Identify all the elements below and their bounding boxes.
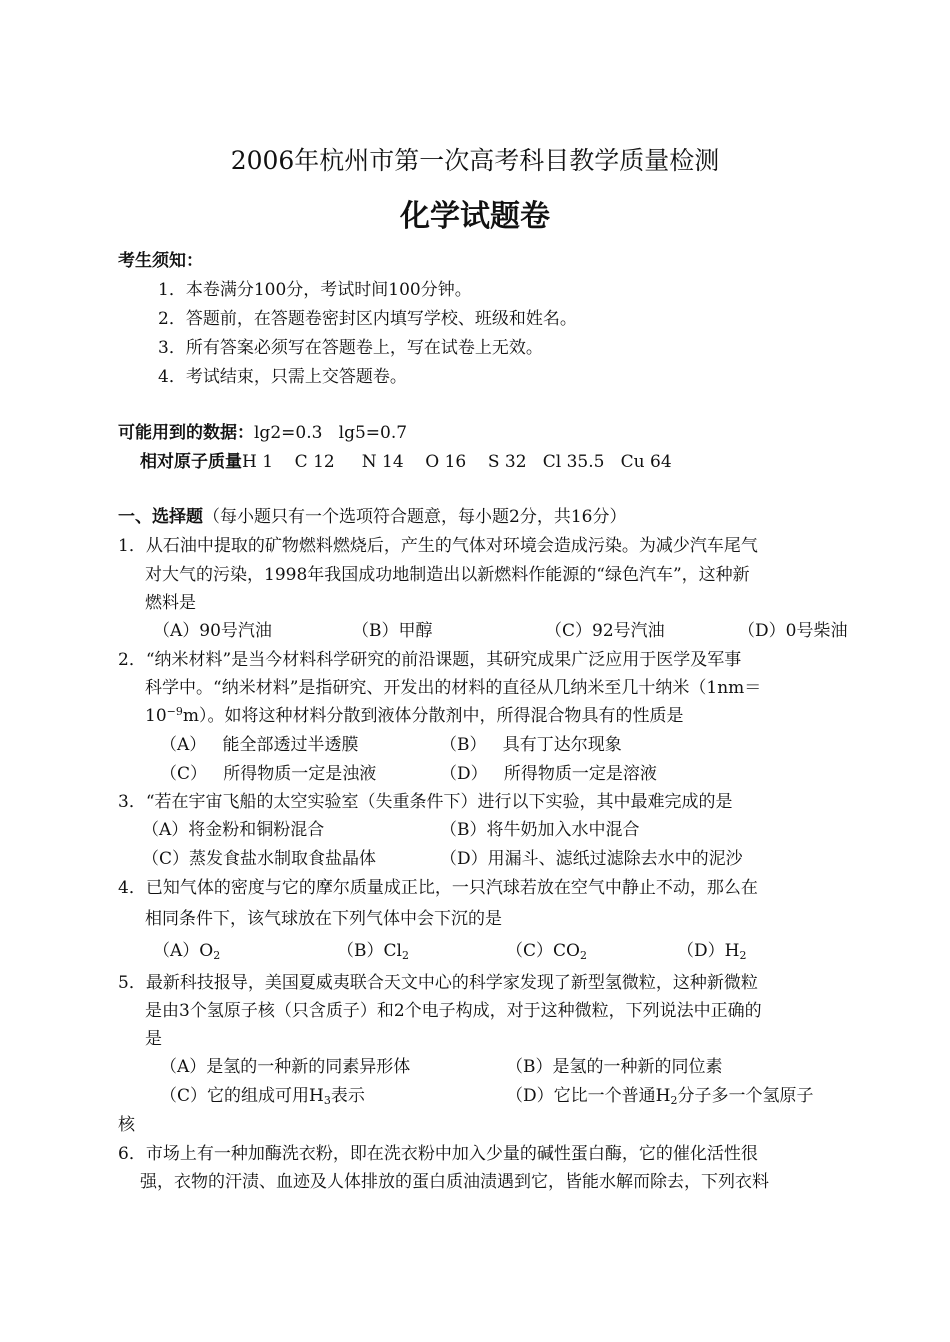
notice-item-2: 2．答题前，在答题卷密封区内填写学校、班级和姓名。: [158, 309, 577, 329]
notice-item-4: 4．考试结束，只需上交答题卷。: [158, 367, 407, 387]
q1-line-3: 燃料是: [145, 593, 196, 613]
q4-option-c: $(C)CO_2$: [506, 941, 587, 962]
q2-line-2: 科学中。“纳米材料”是指研究、开发出的材料的直径从几纳米至几十纳米（1nm＝: [145, 678, 762, 698]
q3-option-b: （B）将牛奶加入水中混合: [440, 820, 640, 840]
q3-option-c: （C）蒸发食盐水制取食盐晶体: [142, 849, 377, 869]
q4-option-a: $(A)O_2$: [153, 941, 221, 962]
section-note: （每小题只有一个选项符合题意，每小题2分，共16分）: [203, 507, 627, 527]
q1-option-a: （A）90号汽油: [153, 621, 272, 641]
page-title: 2006年杭州市第一次高考科目教学质量检测: [230, 146, 720, 175]
q2-option-c: （C） 所得物质一定是浊液: [160, 764, 377, 784]
notice-item-1: 1．本卷满分100分，考试时间100分钟。: [158, 280, 472, 300]
section-heading-line: [118, 506, 626, 528]
notice-heading: 考生须知：: [118, 251, 203, 271]
q4-option-d: $(D)H_2$: [677, 941, 747, 962]
q5-option-b: （B）是氢的一种新的同位素: [506, 1057, 723, 1077]
q2-option-a: （A） 能全部透过半透膜: [160, 735, 359, 755]
q2-option-b: （B） 具有丁达尔现象: [440, 735, 622, 755]
q5-line-3: 是: [145, 1029, 162, 1049]
q1-option-c: （C）92号汽油: [545, 621, 665, 641]
data-line: [118, 422, 407, 444]
q4-line-1: 4．已知气体的密度与它的摩尔质量成正比，一只汽球若放在空气中静止不动，那么在: [118, 878, 758, 898]
mass-line: [140, 451, 672, 473]
q1-option-b: （B）甲醇: [352, 621, 433, 641]
q2-line-1: 2．“纳米材料”是当今材料科学研究的前沿课题，其研究成果广泛应用于医学及军事: [118, 650, 742, 670]
q2-option-d: （D） 所得物质一定是溶液: [440, 764, 657, 784]
q5-line-2: 是由3个氢原子核（只含质子）和2个电子构成，对于这种微粒，下列说法中正确的: [145, 1001, 762, 1021]
q6-line-2: 强，衣物的汗渍、血迹及人体排放的蛋白质油渍遇到它，皆能水解而除去，下列衣料: [140, 1172, 769, 1192]
section-heading: 一、选择题: [118, 507, 203, 527]
q5-wrap: 核: [118, 1115, 135, 1135]
page-subtitle: 化学试题卷: [400, 199, 550, 234]
q3-option-d: （D）用漏斗、滤纸过滤除去水中的泥沙: [440, 849, 743, 869]
q3-option-a: （A）将金粉和铜粉混合: [142, 820, 325, 840]
q1-line-1: 1．从石油中提取的矿物燃料燃烧后，产生的气体对环境会造成污染。为减少汽车尾气: [118, 536, 758, 556]
q5-option-d: （D）它比一个普通$H_2$分子多一个氢原子: [506, 1086, 814, 1107]
q5-option-c: （C）它的组成可用$H_3$表示: [160, 1086, 365, 1107]
q4-option-b: $(B)Cl_2$: [337, 941, 409, 962]
q6-line-1: 6．市场上有一种加酶洗衣粉，即在洗衣粉中加入少量的碱性蛋白酶，它的催化活性很: [118, 1144, 758, 1164]
q1-line-2: 对大气的污染，1998年我国成功地制造出以新燃料作能源的“绿色汽车”，这种新: [145, 565, 750, 585]
q2-line-3: $10^{-9}m$）。如将这种材料分散到液体分散剂中，所得混合物具有的性质是: [145, 705, 684, 726]
q4-line-2: 相同条件下，该气球放在下列气体中会下沉的是: [145, 909, 502, 929]
q5-option-a: （A）是氢的一种新的同素异形体: [160, 1057, 411, 1077]
q5-line-1: 5．最新科技报导，美国夏威夷联合天文中心的科学家发现了新型氢微粒，这种新微粒: [118, 973, 758, 993]
data-label: 可能用到的数据：: [118, 423, 254, 443]
notice-item-3: 3．所有答案必须写在答题卷上，写在试卷上无效。: [158, 338, 543, 358]
mass-label: 相对原子质量: [140, 452, 242, 472]
data-values: lg2=0.3 lg5=0.7: [254, 423, 408, 443]
mass-values: H 1 C 12 N 14 O 16 S 32 Cl 35.5 Cu 64: [242, 452, 672, 472]
q3-line: 3．“若在宇宙飞船的太空实验室（失重条件下）进行以下实验，其中最难完成的是: [118, 792, 733, 812]
q1-option-d: （D）0号柴油: [738, 621, 848, 641]
